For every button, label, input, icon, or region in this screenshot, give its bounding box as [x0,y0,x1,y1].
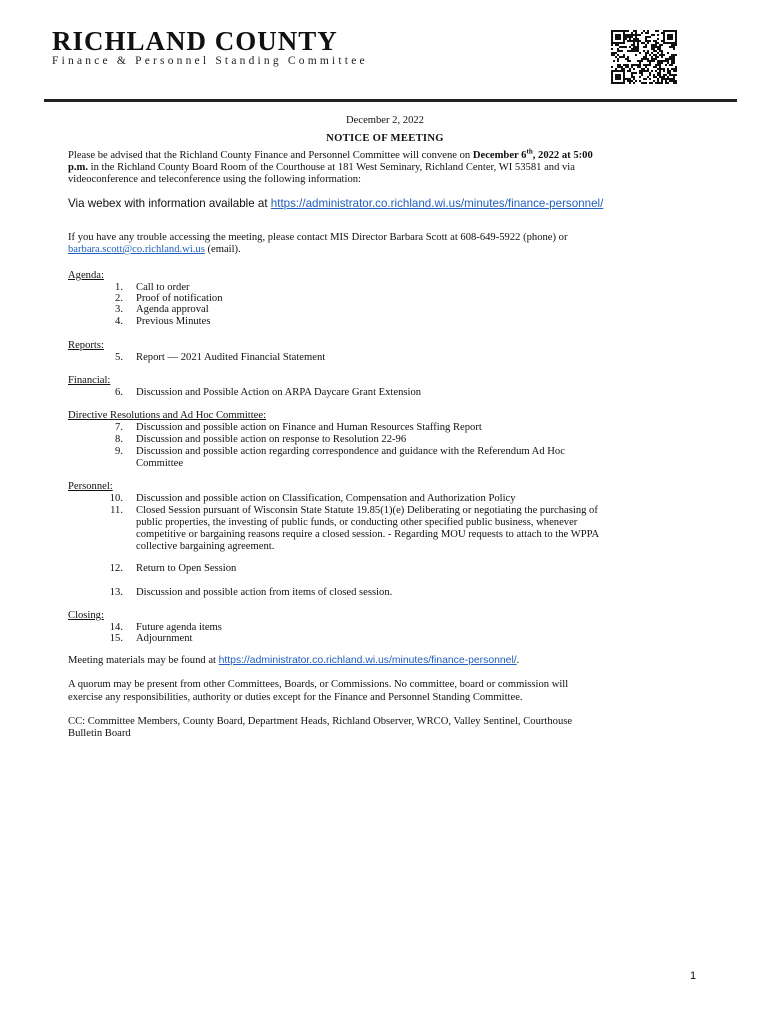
intro-line-1 [68,147,593,162]
section-personnel: Personnel: [68,481,113,492]
notice-title: NOTICE OF MEETING [326,133,444,144]
webex-link[interactable]: https://administrator.co.richland.wi.us/minutes/finance-personnel/ [270,197,604,210]
quorum-line-2: exercise any responsibilities, authority or duties except for the Finance and Personnel Standing Committee. [68,692,523,703]
organization-name: RICHLAND COUNTY [52,26,338,56]
page-number: 1 [690,970,697,982]
section-reports: Reports: [68,340,104,351]
materials-link[interactable]: https://administrator.co.richland.wi.us/minutes/finance-personnel/ [218,655,517,666]
notice-date: December 2, 2022 [346,115,424,126]
trouble-line-1: If you have any trouble accessing the meeting, please contact MIS Director Barbara Scott at 608-649-5922 (phone) or [68,232,568,243]
section-directive: Directive Resolutions and Ad Hoc Committee: [68,410,267,421]
section-closing: Closing: [68,610,104,621]
cc-line-1: CC: Committee Members, County Board, Department Heads, Richland Observer, WRCO, Valley Sentinel, Courthouse [68,716,573,727]
email-link[interactable]: barbara.scott@co.richland.wi.us [68,244,205,255]
section-agenda: Agenda: [68,270,104,281]
header-divider [44,99,737,102]
webex-line: Via webex with information available at https://administrator.co.richland.wi.us/minutes/finance-personnel/ [68,197,604,210]
intro-text: Please be advised that the Richland County Finance and Personnel Committee will convene on [68,150,473,161]
meeting-time: p.m. [68,162,89,173]
trouble-line-2: barbara.scott@co.richland.wi.us (email). [68,244,241,255]
intro-line-3: videoconference and teleconference using the following information: [68,174,361,185]
section-financial: Financial: [68,375,111,386]
qr-code-icon [611,30,677,84]
cc-line-2: Bulletin Board [68,728,131,739]
materials-line: Meeting materials may be found at https://administrator.co.richland.wi.us/minutes/finance-personnel/. [68,655,520,666]
meeting-date: December 6th, 2022 at 5:00 [472,147,593,161]
committee-name: Finance & Personnel Standing Committee [52,55,368,67]
quorum-line-1: A quorum may be present from other Committees, Boards, or Commissions. No committee, board or commission will [68,679,569,690]
intro-line-2: p.m. in the Richland County Board Room of the Courthouse at 181 West Seminary, Richland Center, WI 53581 and via [68,162,575,173]
